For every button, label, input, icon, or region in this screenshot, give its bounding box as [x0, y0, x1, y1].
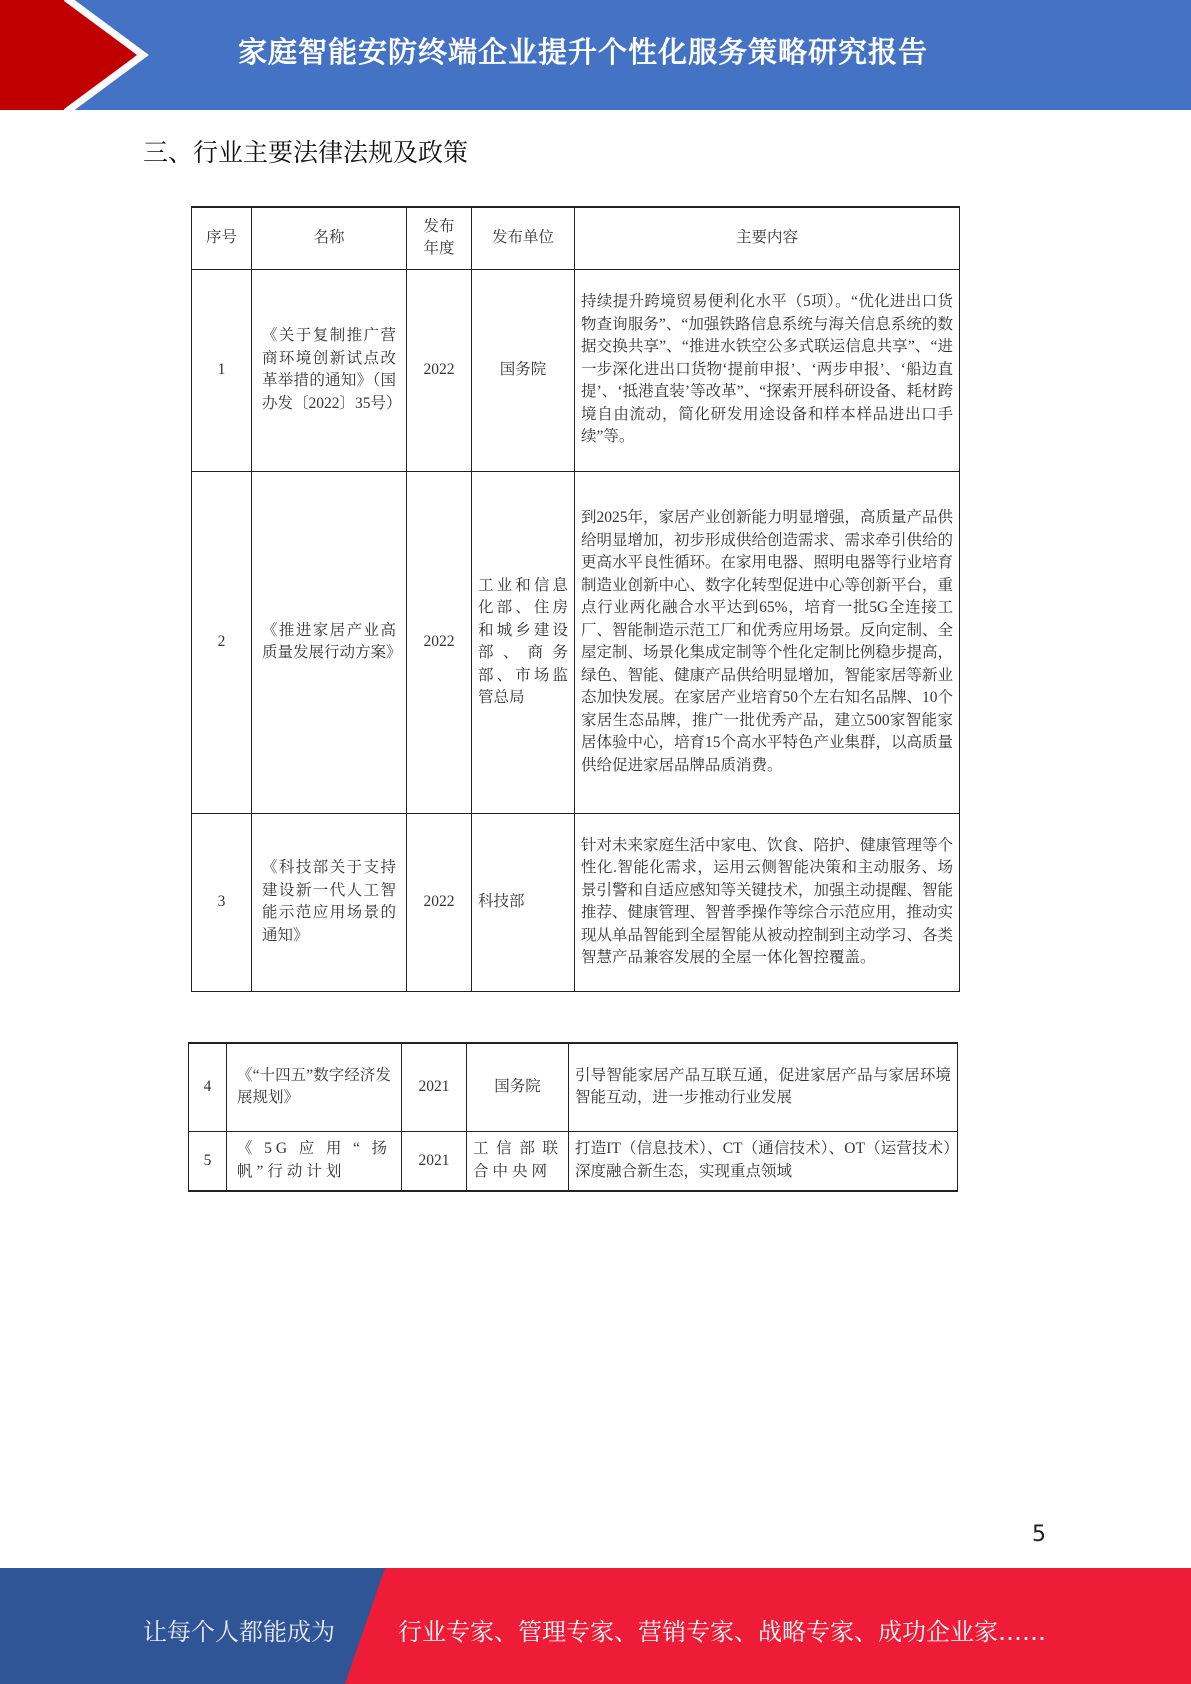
- row-year: 2022: [407, 471, 472, 813]
- row-no: 5: [189, 1131, 227, 1191]
- row-year: 2022: [407, 813, 472, 991]
- report-title: 家庭智能安防终端企业提升个性化服务策略研究报告: [238, 35, 929, 69]
- header-content: 主要内容: [575, 207, 960, 269]
- red-arrow-decoration: [0, 0, 160, 110]
- section-title: 三、行业主要法律法规及政策: [143, 138, 469, 167]
- row-name: 《5G应用“扬帆”行动计划: [227, 1131, 402, 1191]
- row-content: 针对未来家庭生活中家电、饮食、陪护、健康管理等个性化.智能化需求，运用云侧智能决策和主动服务、场景引警和自适应感知等关键技术，加强主动提醒、智能推荐、健康管理、智普季操作等综合示范应用，推动实现从单品智能到全屋智能从被动控制到主动学习、各类智慧产品兼容发展的全屋一体化智控覆盖。: [575, 813, 960, 991]
- row-name: 《关于复制推广营商环境创新试点改革举措的通知》（国办发〔2022〕35号）: [252, 269, 407, 471]
- table-row: [189, 1043, 958, 1131]
- row-issuer: 国务院: [467, 1043, 569, 1131]
- header-name: 名称: [252, 207, 407, 269]
- row-name: 《推进家居产业高质量发展行动方案》: [252, 471, 407, 813]
- header-issuer: 发布单位: [472, 207, 575, 269]
- page-number: 5: [1032, 1522, 1046, 1547]
- row-issuer: 工业和信息化部、住房和城乡建设部、商务部、市场监管总局: [472, 471, 575, 813]
- table-row: [189, 1131, 958, 1191]
- row-no: 2: [192, 471, 252, 813]
- row-no: 4: [189, 1043, 227, 1131]
- row-name: 《科技部关于支持建设新一代人工智能示范应用场景的通知》: [252, 813, 407, 991]
- footer-slogan-left: 让每个人都能成为: [143, 1618, 335, 1646]
- row-issuer: 工信部联合中央网: [467, 1131, 569, 1191]
- policy-table: [191, 206, 960, 992]
- row-issuer: 国务院: [472, 269, 575, 471]
- table-row: [192, 269, 960, 471]
- row-content: 持续提升跨境贸易便利化水平（5项）。“优化进出口货物查询服务”、“加强铁路信息系统与海关信息系统的数据交换共享”、“推进水铁空公多式联运信息共享”、“进一步深化进出口货物‘提前申报’、‘两步申报’、‘船边直提’、‘抵港直装’等改革”、“探索开展科研设备、耗材跨境自由流动，简化研发用途设备和样本样品进出口手续”等。: [575, 269, 960, 471]
- row-year: 2021: [402, 1043, 467, 1131]
- header-no: 序号: [192, 207, 252, 269]
- table-header-row: [192, 207, 960, 269]
- table-row: [192, 471, 960, 813]
- row-name: 《“十四五”数字经济发展规划》: [227, 1043, 402, 1131]
- row-content: 打造IT（信息技术）、CT（通信技术）、OT（运营技术）深度融合新生态，实现重点领域: [569, 1131, 958, 1191]
- footer-banner: [0, 1568, 1191, 1684]
- row-no: 1: [192, 269, 252, 471]
- header-year: 发布年度: [407, 207, 472, 269]
- row-content: 引导智能家居产品互联互通，促进家居产品与家居环境智能互动，进一步推动行业发展: [569, 1043, 958, 1131]
- row-year: 2022: [407, 269, 472, 471]
- row-content: 到2025年，家居产业创新能力明显增强，高质量产品供给明显增加，初步形成供给创造需求、需求牵引供给的更高水平良性循环。在家用电器、照明电器等行业培育制造业创新中心、数字化转型促进中心等创新平台，重点行业两化融合水平达到65%，培育一批5G全连接工厂、智能制造示范工厂和优秀应用场景。反向定制、全屋定制、场景化集成定制等个性化定制比例稳步提高，绿色、智能、健康产品供给明显增加，智能家居等新业态加快发展。在家居产业培育50个左右知名品牌、10个家居生态品牌，推广一批优秀产品，建立500家智能家居体验中心，培育15个高水平特色产业集群，以高质量供给促进家居品牌品质消费。: [575, 471, 960, 813]
- policy-table-continued: [188, 1042, 958, 1192]
- row-no: 3: [192, 813, 252, 991]
- row-year: 2021: [402, 1131, 467, 1191]
- row-issuer: 科技部: [472, 813, 575, 991]
- table-row: [192, 813, 960, 991]
- header-banner: [0, 0, 1191, 110]
- footer-slogan-right: 行业专家、管理专家、营销专家、战略专家、成功企业家……: [398, 1618, 1046, 1646]
